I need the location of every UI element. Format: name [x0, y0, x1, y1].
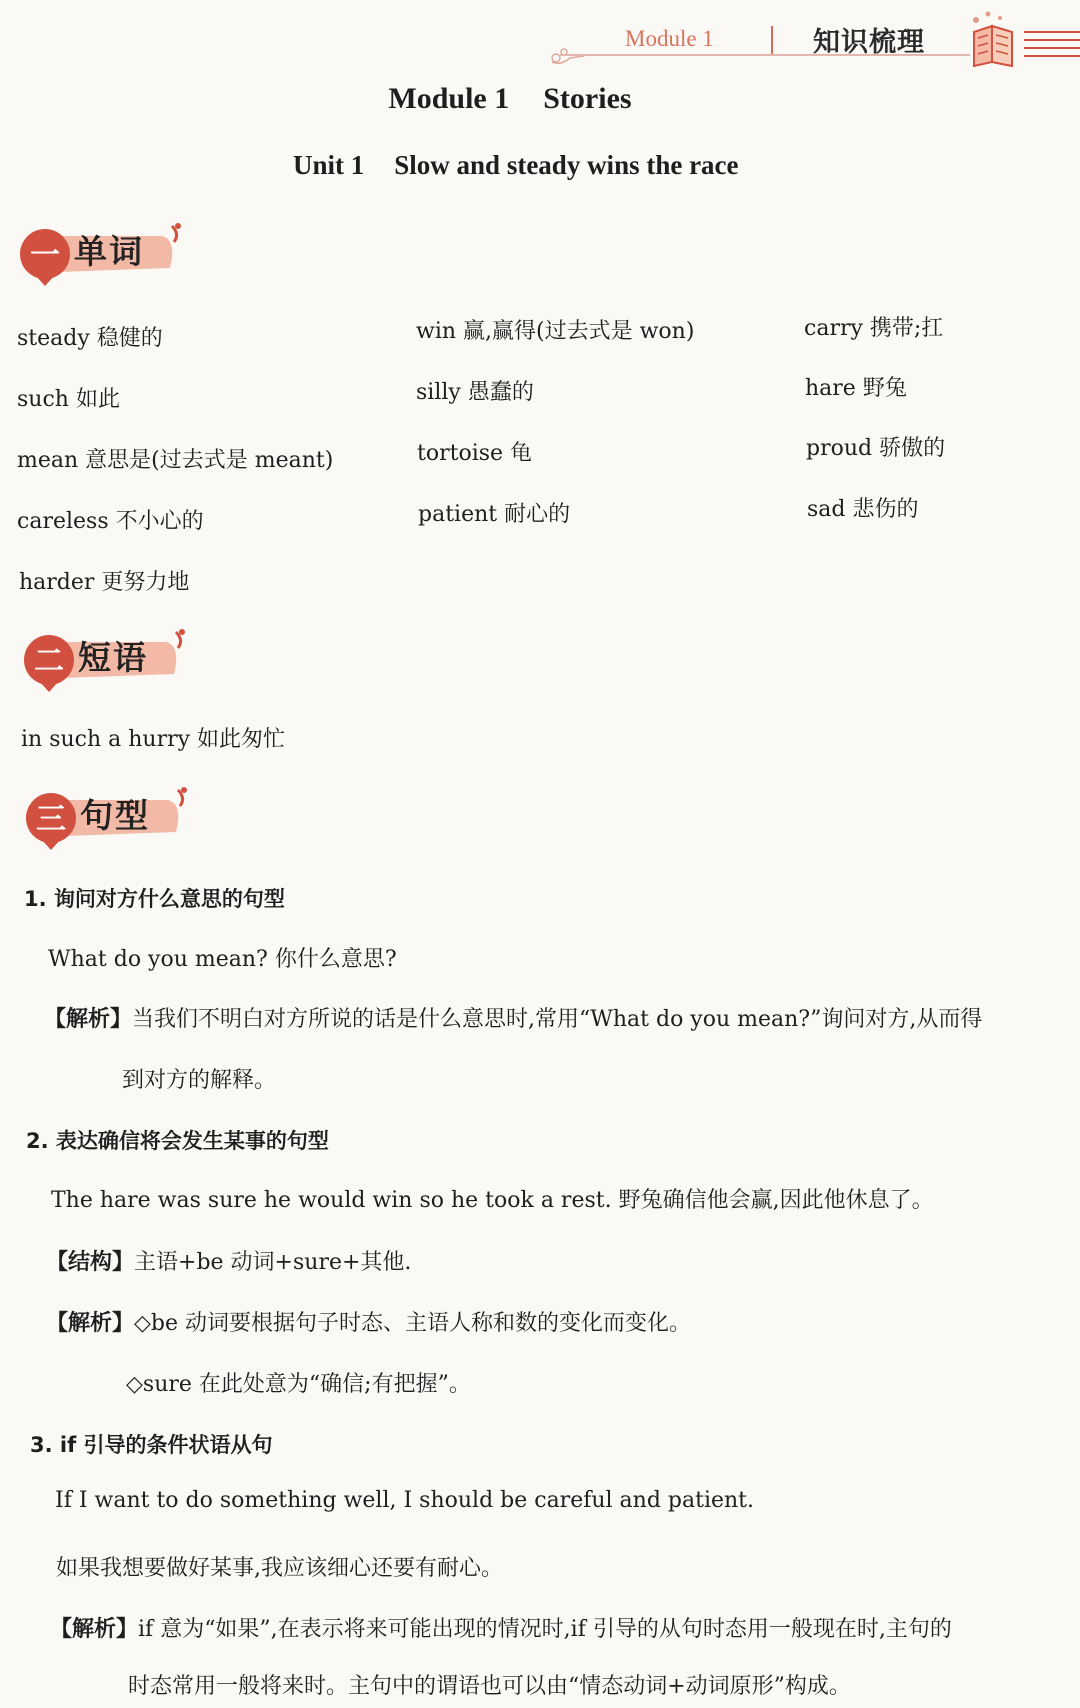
vocab-item: carry 携带;扛 — [804, 316, 944, 341]
pattern-heading: 1. 询问对方什么意思的句型 — [24, 887, 285, 911]
section-label: 单词 — [74, 232, 144, 271]
pattern-structure — [46, 1245, 411, 1276]
vocab-item: silly 愚蠢的 — [416, 380, 534, 405]
module-title — [0, 82, 1020, 116]
section-label: 句型 — [80, 796, 150, 835]
analysis-text: ◇be 动词要根据句子时态、主语人称和数的变化而变化。 — [134, 1311, 692, 1336]
pattern-analysis — [50, 1612, 952, 1643]
unit-number: Unit 1 — [293, 150, 365, 180]
vocab-item: proud 骄傲的 — [806, 436, 946, 461]
pattern-analysis — [46, 1306, 691, 1337]
pattern-analysis — [44, 1002, 982, 1033]
section-number: 三 — [36, 802, 66, 837]
section-badge-sentence-patterns — [18, 782, 188, 852]
header-divider — [771, 26, 773, 54]
vocab-item: tortoise 龟 — [417, 441, 533, 466]
vocab-item: hare 野兔 — [805, 376, 907, 401]
pattern-analysis-cont: ◇sure 在此处意为“确信;有把握”。 — [126, 1372, 471, 1397]
pattern-example-cn: 如果我想要做好某事,我应该细心还要有耐心。 — [56, 1556, 503, 1581]
pattern-heading: 3. if 引导的条件状语从句 — [30, 1433, 273, 1457]
section-badge-words — [12, 218, 182, 288]
analysis-tag: 【解析】 — [44, 1006, 133, 1032]
header-module-tab: Module 1 — [625, 26, 714, 51]
vocab-item: patient 耐心的 — [418, 502, 571, 527]
analysis-tag: 【解析】 — [46, 1310, 135, 1336]
pattern-heading: 2. 表达确信将会发生某事的句型 — [26, 1129, 329, 1153]
analysis-text: 当我们不明白对方所说的话是什么意思时,常用“What do you mean?”询问对方,从而得 — [132, 1007, 983, 1032]
pattern-analysis-cont: 到对方的解释。 — [122, 1068, 277, 1093]
header-section-title: 知识梳理 — [813, 27, 925, 58]
section-number: 一 — [30, 238, 60, 273]
pattern-example: The hare was sure he would win so he took a rest. 野兔确信他会赢,因此他休息了。 — [51, 1188, 934, 1213]
vocab-item: such 如此 — [17, 387, 120, 412]
section-badge-phrases — [16, 624, 186, 694]
vocab-item: harder 更努力地 — [19, 570, 190, 595]
vocab-item: mean 意思是(过去式是 meant) — [17, 448, 334, 473]
section-number: 二 — [34, 644, 64, 679]
structure-tag: 【结构】 — [46, 1249, 135, 1275]
pattern-example: If I want to do something well, I should be careful and patient. — [55, 1488, 755, 1513]
phrase-item: in such a hurry 如此匆忙 — [21, 727, 286, 752]
pattern-example: What do you mean? 你什么意思? — [48, 947, 397, 972]
unit-title — [293, 150, 739, 181]
vocab-item: careless 不小心的 — [17, 509, 204, 534]
unit-name: Slow and steady wins the race — [394, 150, 739, 180]
section-label: 短语 — [78, 638, 148, 677]
structure-text: 主语+be 动词+sure+其他. — [134, 1250, 412, 1275]
vocab-item: steady 稳健的 — [17, 326, 163, 351]
pattern-analysis-cont: 时态常用一般将来时。主句中的谓语也可以由“情态动词+动词原形”构成。 — [128, 1674, 851, 1699]
analysis-tag: 【解析】 — [50, 1616, 139, 1642]
open-book-icon — [958, 6, 1080, 70]
module-name: Stories — [543, 82, 632, 115]
module-number: Module 1 — [388, 82, 510, 115]
vocab-item: win 赢,赢得(过去式是 won) — [416, 319, 695, 344]
vocab-item: sad 悲伤的 — [807, 497, 919, 522]
analysis-text: if 意为“如果”,在表示将来可能出现的情况时,if 引导的从句时态用一般现在时,主句的 — [138, 1617, 952, 1642]
